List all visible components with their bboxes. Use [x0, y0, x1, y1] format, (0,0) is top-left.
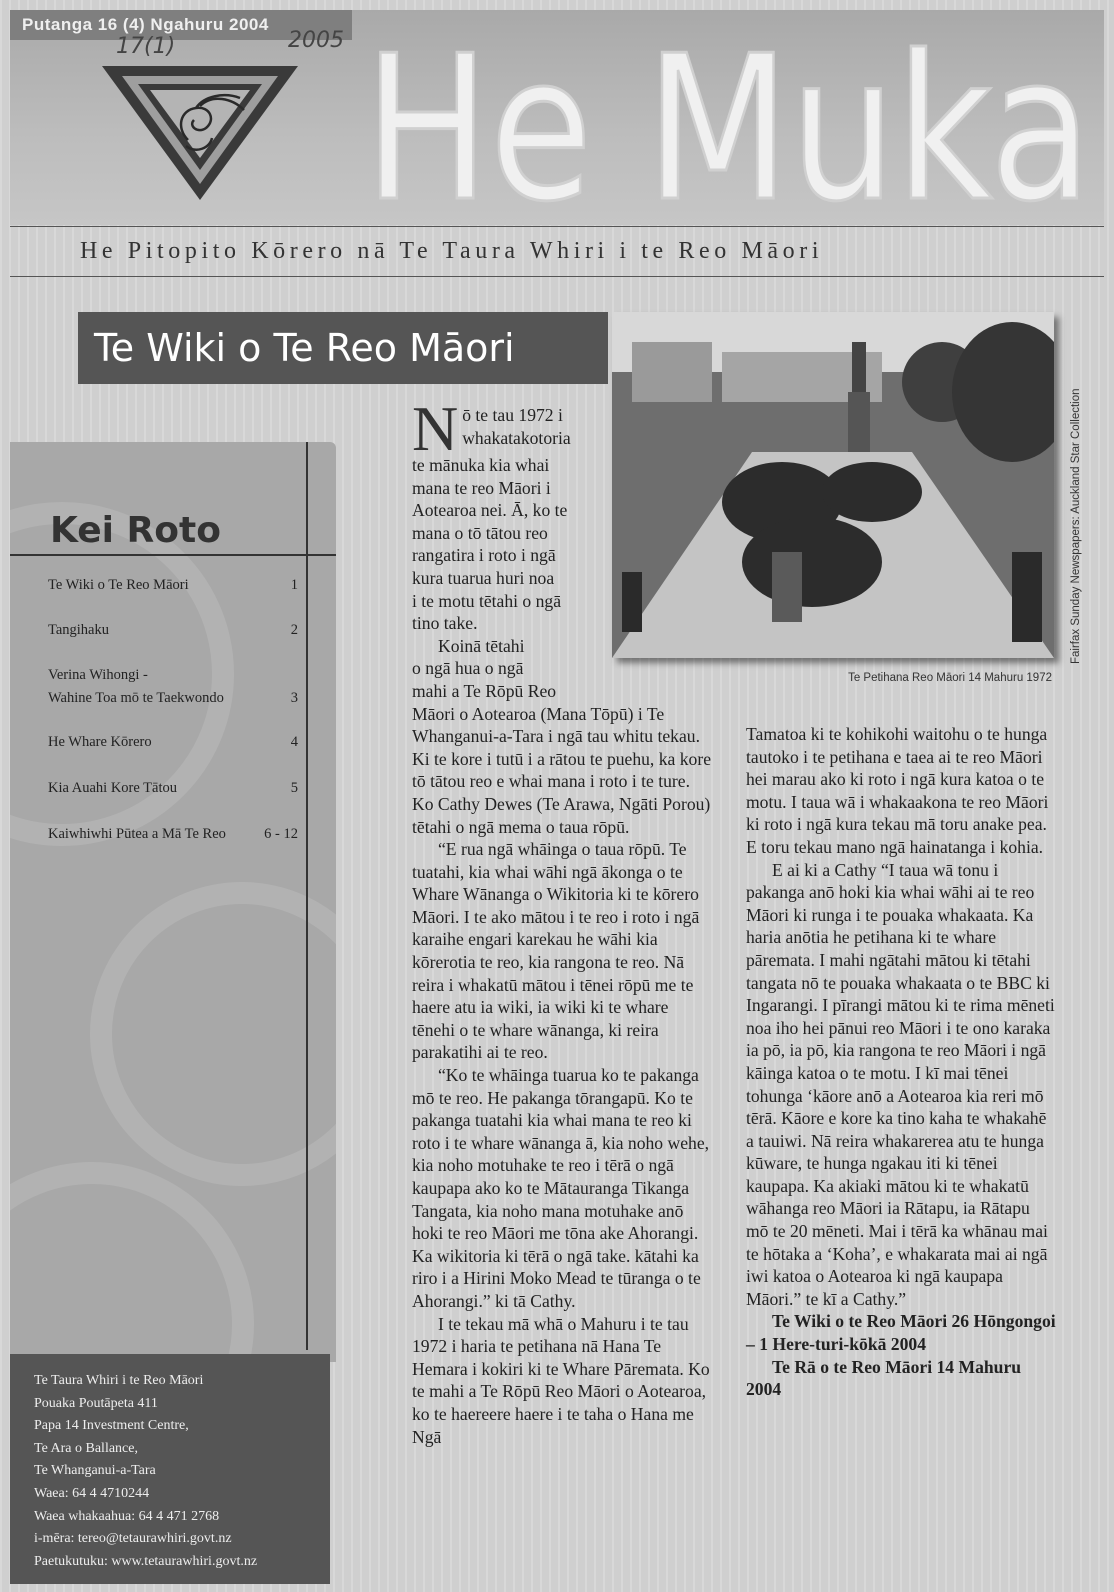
contact-email-link[interactable]: i-mēra: tereo@tetaurawhiri.govt.nz — [34, 1531, 232, 1547]
triangle-logo-icon — [100, 62, 300, 202]
contact-phone: Waea: 64 4 4710244 — [34, 1485, 150, 1501]
toc-page-number: 4 — [290, 734, 298, 750]
intro-line: whakatakotoria — [462, 427, 571, 448]
toc-item[interactable] — [48, 731, 298, 754]
body-paragraph: Tamatoa ki te kohikohi waitohu o te hunga tautoko i te petihana e taea ai te reo Māori hei marau ako ki roto i ngā kura katoa o te motu. I taua wā i whakaakona te reo Māori ki roto i ngā kura tekau mā toru anake pea. E toru tekau mano ngā hainatanga i kohia. — [746, 724, 1049, 857]
header-top-rule — [10, 226, 1104, 227]
intro-line: Koinā tētahi — [438, 635, 525, 656]
intro-line: mana o tō tātou reo — [412, 522, 548, 543]
contact-city: Te Whanganui-a-Tara — [34, 1463, 156, 1479]
svg-text:He Muka: He Muka — [364, 13, 1092, 213]
decorative-swirl — [90, 882, 336, 1186]
intro-line: mahi a Te Rōpū Reo — [412, 680, 557, 701]
contact-org: Te Taura Whiri i te Reo Māori — [34, 1373, 204, 1388]
intro-line: kura tuarua huri noa — [412, 567, 555, 588]
toc-title: He Whare Kōrero — [48, 734, 152, 750]
intro-line: i te motu tētahi o ngā — [412, 590, 562, 611]
contents-heading: Kei Roto — [50, 510, 221, 551]
intro-line: tino take. — [412, 613, 478, 634]
toc-page-number: 1 — [290, 577, 298, 593]
contact-address-line: Te Ara o Ballance, — [34, 1440, 138, 1456]
intro-line: o ngā hua o ngā — [412, 658, 524, 679]
toc-title: Verina Wihongi - — [48, 667, 148, 683]
toc-title: Te Wiki o Te Reo Māori — [48, 577, 189, 593]
dropcap: N — [412, 393, 459, 464]
toc-title: Kia Auahi Kore Tātou — [48, 780, 177, 796]
article-column-2 — [746, 723, 1056, 1401]
event-date-day: Te Rā o te Reo Māori 14 Mahuru 2004 — [746, 1356, 1022, 1400]
body-paragraph: “Ko te whāinga tuarua ko te pakanga mō te reo. He pakanga tōrangapū. Ko te pakanga tuatahi kia whai mana te reo ki roto i te whare wānanga ā, kia noho wehe, kia noho motuhake te reo i tērā o ngā kaupapa ako ko te Mātauranga Tikanga Tangata, kia noho mana motuhake anō hoki te reo Māori me tōna ake Ahorangi. Ka wikitoria ki tērā o ngā take. kātahi ka riro i a Hirini Moko Mead te tūranga o te Ahorangi.” ki tā Cathy. — [412, 1065, 710, 1311]
contact-address-line: Papa 14 Investment Centre, — [34, 1418, 189, 1434]
masthead-title — [360, 8, 1100, 213]
decorative-swirl — [10, 1162, 254, 1362]
contact-fax: Waea whakaahua: 64 4 471 2768 — [34, 1508, 220, 1524]
intro-line: Aotearoa nei. Ā, ko te — [412, 500, 568, 521]
event-dates-week: Te Wiki o te Reo Māori 26 Hōngongoi – 1 Here-turi-kōkā 2004 — [746, 1311, 1056, 1355]
body-paragraph: Māori o Aotearoa (Mana Tōpū) i Te Whanganui-a-Tara i ngā tau whitu tekau. Ki te kore i tutū i a rātou te puehu, ka kore tō tātou reo e whai mana i roto i te ture. Ko Cathy Dewes (Te Arawa, Ngāti Porou) tētahi o ngā mema o taua rōpū. — [412, 703, 711, 837]
toc-page-number: 2 — [290, 622, 298, 638]
body-paragraph: “E rua ngā whāinga o taua rōpū. Te tuatahi, kia whai wāhi ngā ākonga o te Whare Wānanga o Wikitoria ki te kōrero Māori. I te ako mātou i te reo i roto i ngā karaihe engari karekau he wāhi kia kōrerotia te reo, kia rangona te reo. Nā reira i whakatū mātou i tēnei rōpū me te haere atu ia wiki, ia wiki ki te whare tēnehi o te whare wānanga, ki reira parakatihi ai te reo. — [412, 839, 700, 1063]
toc-page-number: 6 - 12 — [264, 826, 298, 842]
article-column-1 — [412, 393, 712, 1448]
intro-line: mana te reo Māori i — [412, 477, 551, 498]
photo-credit: Fairfax Sunday Newspapers: Auckland Star Collection — [1070, 388, 1082, 664]
contact-po-box: Pouaka Poutāpeta 411 — [34, 1395, 158, 1411]
contents-heading-rule — [10, 554, 336, 556]
sidebar-divider — [306, 442, 308, 1350]
toc-item[interactable] — [48, 619, 298, 642]
header-bottom-rule — [10, 276, 1104, 277]
toc-page-number: 5 — [290, 780, 298, 796]
handwritten-year-note: 2005 — [288, 28, 344, 53]
contact-website-link[interactable]: Paetukutuku: www.tetaurawhiri.govt.nz — [34, 1553, 258, 1569]
toc-title: Kaiwhiwhi Pūtea a Mā Te Reo — [48, 826, 226, 842]
body-paragraph: I te tekau mā whā o Mahuru i te tau 1972 i haria te petihana nā Hana Te Hemara i kokiri ki te Whare Pāremata. Ko te mahi a Te Rōpū Reo Māori o Aotearoa, ko te haereere haere i te taha o Hana me Ngā — [412, 1313, 710, 1447]
intro-line: ō te tau 1972 i — [462, 405, 563, 425]
toc-title-line2: Wahine Toa mō te Taekwondo — [48, 690, 224, 706]
contact-box — [10, 1354, 330, 1584]
toc-title: Tangihaku — [48, 622, 109, 638]
article-title: Te Wiki o Te Reo Māori — [78, 312, 608, 384]
intro-line: te mānuka kia whai — [412, 455, 550, 475]
toc-item[interactable] — [48, 777, 298, 800]
handwritten-issue-note: 17(1) — [116, 34, 176, 59]
intro-line: rangatira i roto i ngā — [412, 545, 556, 566]
intro-block — [412, 393, 712, 703]
toc-page-number: 3 — [290, 690, 298, 706]
body-paragraph: E ai ki a Cathy “I taua wā tonu i pakanga anō hoki kia whai wāhi ai te reo Māori ki runga i te pouaka whakaata. Ka haria anōtia he petihana ki te whare pāremata. I mahi ngātahi mātou ki tētahi tangata nō te pouaka whakaata o te BBC ki Ingarangi. I pīrangi mātou ki te rima mēneti noa iho hei pānui reo Māori i te ono karaka ia pō, ia pō, kia rangona te reo Māori i ngā kāinga katoa o te motu. I kī mai tēnei tohunga ‘kāore anō a Aotearoa kia reri mō tērā. Kāore e kore ka tino kaha te whakahē a tauiwi. Nā reira whakarerea atu te hunga kūware, te hunga ngakau iti ki tēnei kaupapa. Ka akiaki mātou ki te whakatū wāhanga reo Māori ia Rātapu, ia Rātapu mō te 20 mēneti. Mai i tērā ka whānau mai te hōtaka a ‘Koha’, e whakarata mai ai ngā iwi katoa o Aotearoa ki ngā kaupapa Māori.” te kī a Cathy.” — [746, 859, 1055, 1309]
issue-label: Putanga 16 (4) Ngahuru 2004 — [10, 10, 352, 40]
toc-item[interactable] — [48, 574, 298, 597]
photo-caption: Te Petihana Reo Māori 14 Mahuru 1972 — [848, 672, 1052, 684]
toc-item[interactable] — [48, 664, 298, 710]
toc-item[interactable] — [48, 823, 298, 846]
newsletter-subtitle: He Pitopito Kōrero nā Te Taura Whiri i te Reo Māori — [80, 238, 824, 264]
